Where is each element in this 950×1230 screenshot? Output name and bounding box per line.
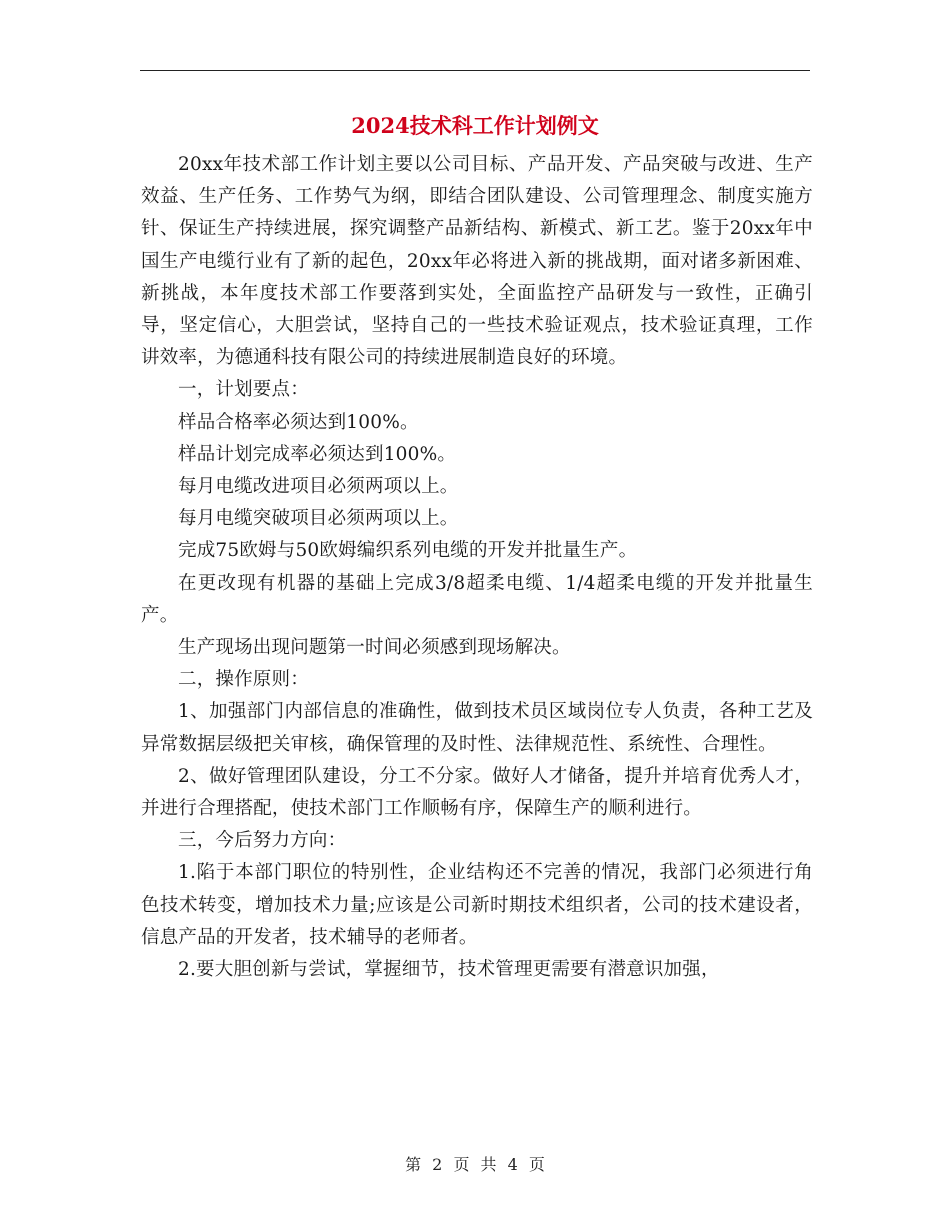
list-item: 在更改现有机器的基础上完成3/8超柔电缆、1/4超柔电缆的开发并批量生产。 <box>141 572 813 626</box>
page-number-footer: 第 2 页 共 4 页 <box>405 1155 545 1174</box>
section-heading-plan-points: 一，计划要点： <box>178 379 309 401</box>
list-item: 生产现场出现问题第一时间必须感到现场解决。 <box>178 637 571 659</box>
principle-item: 2、做好管理团队建设，分工不分家。做好人才储备，提升并培育优秀人才，并进行合理搭配，使技术部门工作顺畅有序，保障生产的顺利进行。 <box>141 765 813 820</box>
list-item: 每月电缆改进项目必须两项以上。 <box>178 476 459 498</box>
principle-item: 1、加强部门内部信息的准确性，做到技术员区域岗位专人负责，各种工艺及异常数据层级把关审核，确保管理的及时性、法律规范性、系统性、合理性。 <box>141 701 813 755</box>
header-rule <box>140 70 810 71</box>
document-title: 2024技术科工作计划例文 <box>351 113 599 138</box>
list-item: 样品合格率必须达到100%。 <box>178 411 419 433</box>
direction-item: 1.陷于本部门职位的特别性，企业结构还不完善的情况，我部门必须进行角色技术转变，增加技术力量;应该是公司新时期技术组织者，公司的技术建设者，信息产品的开发者，技术辅导的老师者。 <box>141 862 813 948</box>
document-body <box>141 149 813 986</box>
direction-item: 2.要大胆创新与尝试，掌握细节，技术管理更需要有潜意识加强， <box>178 959 720 981</box>
section-heading-directions: 三，今后努力方向： <box>178 830 347 852</box>
section-heading-principles: 二，操作原则： <box>178 669 309 691</box>
list-item: 完成75欧姆与50欧姆编织系列电缆的开发并批量生产。 <box>178 540 638 562</box>
paragraph-intro: 20xx年技术部工作计划主要以公司目标、产品开发、产品突破与改进、生产效益、生产任务、工作势气为纲，即结合团队建设、公司管理理念、制度实施方针、保证生产持续进展，探究调整产品新结构、新模式、新工艺。鉴于20xx年中国生产电缆行业有了新的起色，20xx年必将进入新的挑战期，面对诸多新困难、新挑战，本年度技术部工作要落到实处，全面监控产品研发与一致性，正确引导，坚定信心，大胆尝试，坚持自己的一些技术验证观点，技术验证真理，工作讲效率，为德通科技有限公司的持续进展制造良好的环境。 <box>141 154 813 369</box>
list-item: 样品计划完成率必须达到100%。 <box>178 443 457 465</box>
list-item: 每月电缆突破项目必须两项以上。 <box>178 508 459 530</box>
